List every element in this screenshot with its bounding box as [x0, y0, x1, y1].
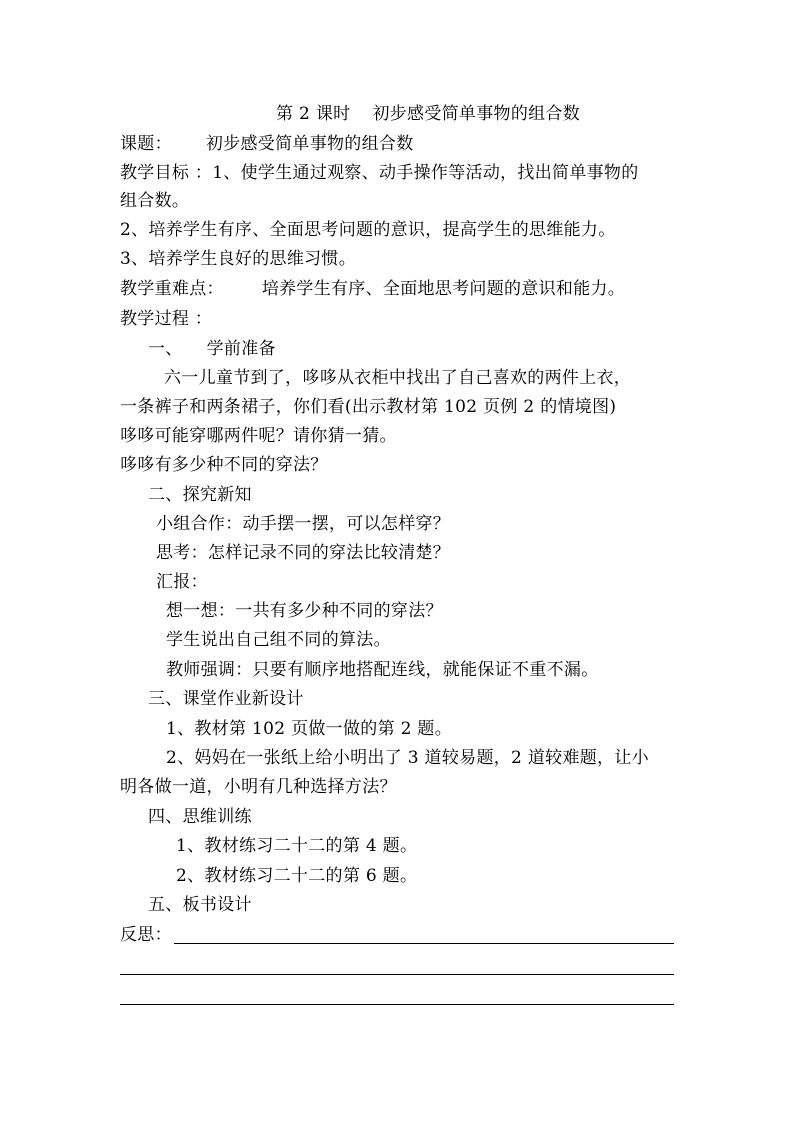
- section-1-paragraph-line-2: 一条裤子和两条裙子，你们看(出示教材第 102 页例 2 的情境图): [120, 397, 617, 417]
- section-2-think: 思考：怎样记录不同的穿法比较清楚？: [156, 543, 451, 563]
- goal-line-2: 组合数。: [120, 191, 190, 211]
- goal-3: 3、培养学生良好的思维习惯。: [120, 249, 357, 269]
- topic-label: 课题：: [120, 134, 172, 154]
- section-1-paragraph-line-1: 六一儿童节到了，哆哆从衣柜中找出了自己喜欢的两件上衣，: [164, 368, 632, 388]
- section-2-heading: 二、探究新知: [148, 485, 252, 505]
- key-points-label: 教学重难点：: [120, 279, 224, 299]
- section-1-heading: [148, 338, 276, 360]
- section-1-title: 学前准备: [206, 339, 276, 359]
- section-2-group-work: 小组合作：动手摆一摆，可以怎样穿？: [156, 514, 451, 534]
- reflection-label: 反思：: [120, 925, 172, 945]
- section-1-question: 哆哆有多少种不同的穿法？: [120, 455, 328, 475]
- goal-line-1: 教学目标 ：1、使学生通过观察、动手操作等活动，找出简单事物的: [120, 163, 639, 183]
- lesson-title: [276, 103, 580, 125]
- section-4-item-2: 2、教材练习二十二的第 6 题。: [176, 866, 418, 886]
- section-1-number: 一、: [148, 339, 183, 359]
- section-3-item-2-line-2: 明各做一道，小明有几种选择方法？: [120, 777, 397, 797]
- reflection-line-3: [120, 1004, 674, 1005]
- key-points-value: 培养学生有序、全面地思考问题的意识和能力。: [261, 279, 626, 299]
- section-2-consider: 想一想：一共有多少种不同的穿法？: [166, 601, 443, 621]
- lesson-number: 第 2 课时: [276, 104, 351, 124]
- section-3-item-2-line-1: 2、妈妈在一张纸上给小明出了 3 道较易题，2 道较难题，让小: [166, 748, 649, 768]
- goal-2: 2、培养学生有序、全面思考问题的意识，提高学生的思维能力。: [120, 220, 616, 240]
- section-2-teacher-emphasis: 教师强调：只要有顺序地搭配连线，就能保证不重不漏。: [166, 660, 599, 680]
- key-points-line: [120, 278, 625, 300]
- section-4-heading: 四、思维训练: [148, 807, 252, 827]
- reflection-line-2: [120, 974, 674, 975]
- section-5-heading: 五、板书设计: [148, 895, 252, 915]
- section-2-report: 汇报：: [156, 572, 208, 592]
- section-3-item-1: 1、教材第 102 页做一做的第 2 题。: [166, 719, 452, 739]
- topic-line: [120, 133, 414, 155]
- process-label: 教学过程 ：: [120, 309, 213, 329]
- section-3-heading: 三、课堂作业新设计: [148, 689, 304, 709]
- section-2-students: 学生说出自己组不同的算法。: [166, 630, 391, 650]
- section-1-guess: 哆哆可能穿哪两件呢？请你猜一猜。: [120, 426, 397, 446]
- topic-value: 初步感受简单事物的组合数: [205, 134, 414, 154]
- reflection-line-1: [174, 943, 674, 944]
- section-4-item-1: 1、教材练习二十二的第 4 题。: [176, 836, 418, 856]
- lesson-name: 初步感受简单事物的组合数: [372, 104, 581, 124]
